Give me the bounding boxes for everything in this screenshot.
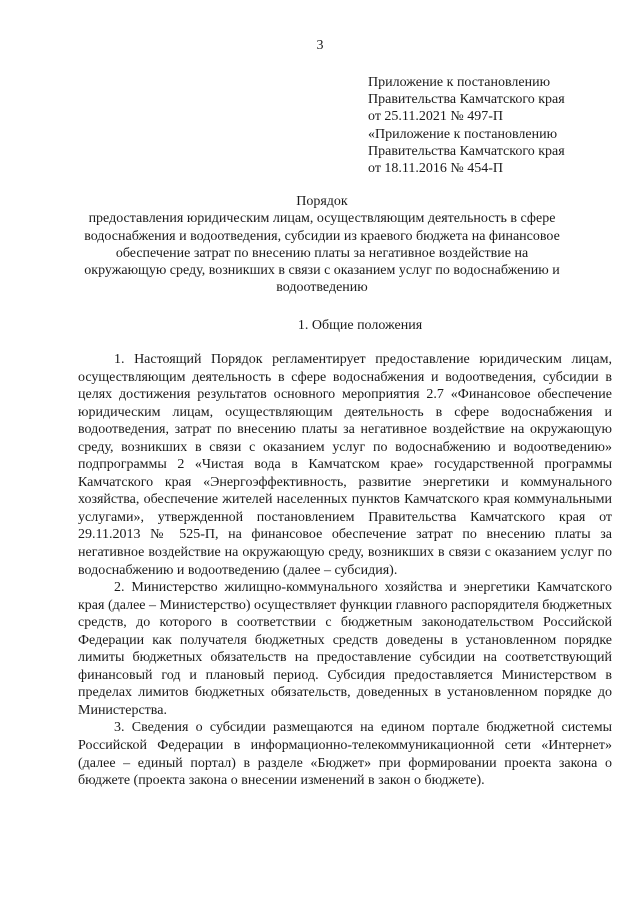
document-title (82, 193, 562, 297)
title-line: предоставления юридическим лицам, осуществляющим деятельность в сфере (88, 211, 556, 227)
appendix-line: «Приложение к постановлению (368, 126, 558, 142)
paragraph: 2. Министерство жилищно-коммунального хозяйства и энергетики Камчатского края (далее – Министерство) осуществляет функции главного распорядителя бюджетных средств, до которого в соответствии с бюджетным законодательством Российской Федерации как получателя бюджетных средств доведены в установленном порядке лимиты бюджетных обязательств на предоставление субсидии на соответствующий финансовый год и плановый период. Субсидия предоставляется Министерством в пределах лимитов бюджетных обязательств, доведенных в установленном порядке до Министерства. (78, 580, 612, 718)
title-line: Порядок (296, 194, 348, 209)
paragraph: 3. Сведения о субсидии размещаются на едином портале бюджетной системы Российской Федерации в информационно-телекоммуникационной сети «Интернет» (далее – единый портал) в разделе «Бюджет» при формировании проекта закона о бюджете (проекта закона о внесении изменений в закон о бюджете). (78, 720, 612, 789)
appendix-line: от 25.11.2021 № 497-П (368, 109, 504, 125)
appendix-reference (368, 74, 633, 177)
appendix-line: Правительства Камчатского края (368, 143, 565, 159)
title-line: обеспечение затрат по внесению платы за негативное воздействие на (115, 245, 529, 261)
appendix-line: Правительства Камчатского края (368, 92, 565, 108)
title-line: окружающую среду, возникших в связи с оказанием услуг по водоснабжению и (84, 263, 560, 279)
paragraph: 1. Настоящий Порядок регламентирует предоставление юридическим лицам, осуществляющим деятельность в сфере водоснабжения и водоотведения, субсидии в целях достижения результатов основного мероприятия 2.7 «Финансовое обеспечение юридическим лицам, осуществляющим деятельность в сфере водоснабжения и водоотведения, затрат по внесению платы за негативное воздействие на окружающую среду, возникших в связи с оказанием услуг по водоснабжению и водоотведению» подпрограммы 2 «Чистая вода в Камчатском крае» государственной программы Камчатского края «Энергоэффективность, развитие энергетики и коммунального хозяйства, обеспечение жителей населенных пунктов Камчатского края коммунальными услугами», утвержденной постановлением Правительства Камчатского края от 29.11.2013 № 525-П, на финансовое обеспечение затрат по внесению платы за негативное воздействие на окружающую среду, возникших в связи с оказанием услуг по водоснабжению и водоотведению (далее – субсидия). (78, 352, 612, 578)
appendix-line: от 18.11.2016 № 454-П (368, 161, 504, 177)
title-line: водоотведению (276, 280, 368, 296)
title-line: водоснабжения и водоотведения, субсидии из краевого бюджета на финансовое (84, 228, 560, 244)
page-number: 3 (316, 38, 324, 53)
appendix-line: Приложение к постановлению (368, 75, 551, 90)
section-heading: 1. Общие положения (297, 318, 423, 333)
document-body (78, 351, 612, 790)
